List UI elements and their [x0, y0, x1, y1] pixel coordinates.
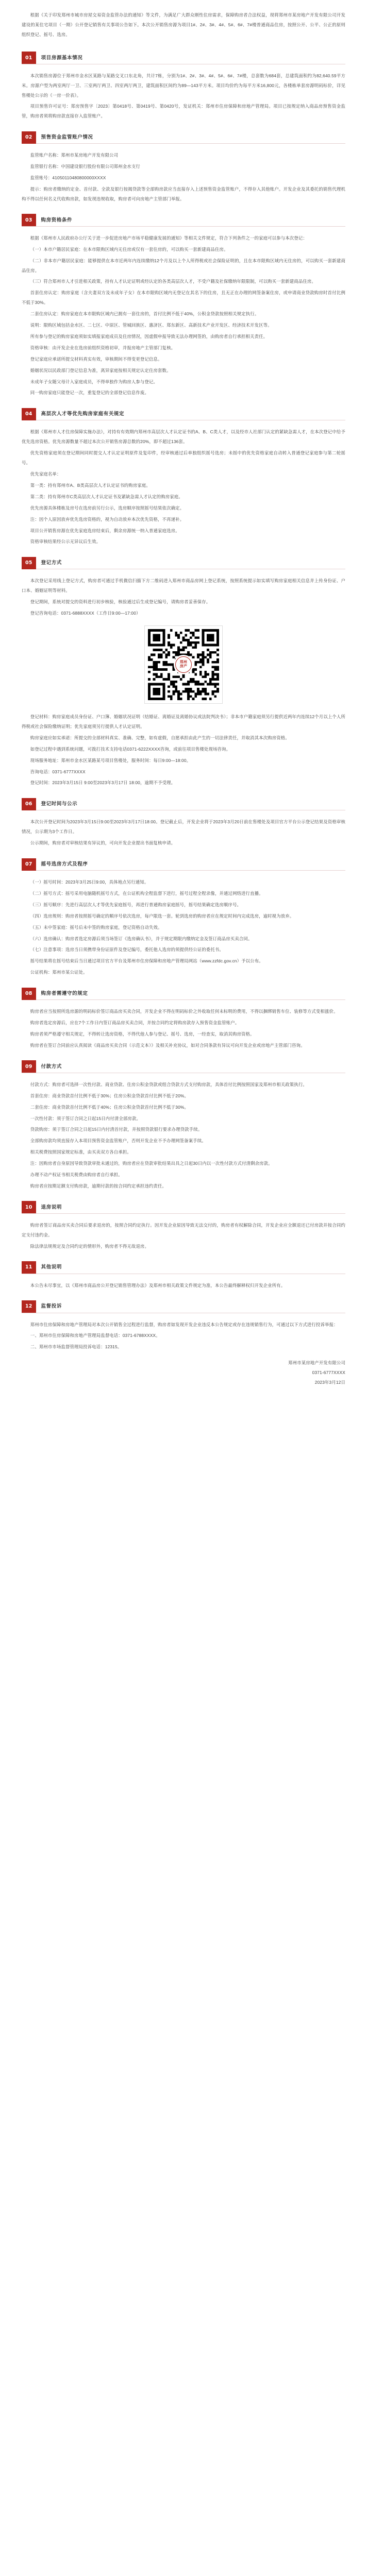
section-paragraph: 咨询电话：0371-6777XXXX — [30, 769, 86, 774]
section-header — [22, 1262, 345, 1274]
section-12 — [22, 1301, 345, 1352]
section-paragraph: 公证机构：郑州市某公证处。 — [30, 970, 88, 975]
section-paragraph: 资格审核结果经公示无异议后生效。 — [30, 539, 101, 545]
section-title: 购房者需遵守的规定 — [41, 991, 88, 996]
section-paragraph: 所有参与登记的购房家庭须如实填报家庭成员及住房情况，因虚假申报导致无法办理网签的，由购房者自行承担相关责任。 — [30, 333, 268, 339]
section-paragraph: 优先房源具体楼栋及房号在选房前另行公示，选房顺序按照摇号结果依次确定。 — [30, 505, 185, 511]
section-paragraph: 监管账号：41050110480800000XXXX — [30, 175, 106, 181]
section-paragraph: 全部购房款均须直接存入本项目预售资金监管账户，否则开发企业不予办理网签备案手续。 — [30, 1138, 206, 1144]
section-paragraph: 摇号结果将在摇号结束后当日通过项目官方平台及郑州市住房保障和房地产管理局网站（www.zzfdc.gov.cn）予以公布。 — [30, 958, 263, 964]
section-paragraph: 资格审核：由开发企业在选房前组织资格初审，并报房地产主管部门复核。 — [30, 345, 176, 350]
section-header — [22, 1301, 345, 1313]
section-header — [22, 214, 345, 227]
section-paragraph: （二）非本市户籍居民家庭：能够提供在本市近两年内连续缴纳12个月及以上个人所得税或社会保险证明的，且在本市限购区域内无住房的，可以购买一套新建商品住房。 — [22, 258, 345, 273]
section-paragraph: （五）未中签家庭：摇号后未中签的购房家庭，登记资格自动失效。 — [30, 924, 162, 930]
section-header — [22, 858, 345, 871]
section-paragraph: 注：因购房者自身原因导致贷款审批未通过的，购房者应在贷款审批结果出具之日起30日内以一次性付款方式付清剩余房款。 — [30, 1161, 273, 1166]
section-paragraph: 购房者签订商品房买卖合同后要求退房的，按照合同约定执行。因开发企业原因导致无法交付的，购房者有权解除合同，开发企业应全额退还已付房款并按合同约定支付违约金。 — [22, 1222, 345, 1238]
section-paragraph: 项目预售许可证号：郑房预售字〔2023〕第0418号、第0419号、第0420号，发证机关：郑州市住房保障和房地产管理局。项目已按规定纳入商品房预售资金监管，购房者须将购房款直接存入监管账户。 — [22, 104, 345, 119]
section-11 — [22, 1262, 345, 1291]
section-paragraph: 监管账户名称：郑州市某房地产开发有限公司 — [30, 152, 119, 158]
section-paragraph: 提示：购房者缴纳的定金、首付款、全款及银行按揭贷款等全部购房款应当直接存入上述预售资金监管账户，不得存入其他账户。开发企业及其委托的销售代理机构不得以任何名义代收购房款，如发现违规收取，购房者可向房地产主管部门举报。 — [22, 186, 345, 201]
section-paragraph: 购房者须严格遵守相关规定，不得转让选房资格，不得代他人参与登记、摇号、选房，一经查实，取消其购房资格。 — [30, 1031, 255, 1037]
section-header — [22, 798, 345, 810]
section-paragraph: 首套住房：商业贷款首付比例不低于30%；住房公积金贷款首付比例不低于20%。 — [30, 1093, 189, 1098]
qr-logo-top-text: 郑州 — [179, 660, 188, 665]
section-paragraph: 如登记过程中遇到系统问题，可拨打技术支持电话0371-6222XXXX咨询，或前往项目售楼处现场咨询。 — [30, 746, 231, 752]
section-paragraph: 一、郑州市住房保障和房地产管理局监督电话：0371-6788XXXX。 — [30, 1333, 160, 1338]
section-number-badge: 04 — [22, 408, 36, 420]
section-paragraph: 优先家庭名单： — [30, 471, 61, 477]
section-05 — [22, 557, 345, 788]
section-title: 项目房源基本情况 — [41, 55, 83, 61]
section-number-badge: 01 — [22, 52, 36, 64]
section-paragraph: 现场服务地址：郑州市金水区某路某号项目售楼处，服务时间：每日9:00—18:00。 — [30, 757, 191, 763]
section-paragraph: （七）注意事项：选房当日须携带身份证原件及登记编号，委托他人选房的须提供经公证的委托书。 — [30, 947, 224, 953]
section-paragraph: 登记时间：2023年3月15日 9:00至2023年3月17日 18:00，逾期不予受理。 — [30, 780, 176, 786]
registration-qr-code[interactable] — [144, 625, 223, 704]
signature-company: 郑州市某房地产开发有限公司 — [288, 1360, 345, 1366]
section-paragraph: 同一购房家庭只能登记一次，重复登记的全部登记信息作废。 — [30, 390, 149, 396]
section-header — [22, 988, 345, 1000]
section-number-badge: 05 — [22, 557, 36, 569]
section-title: 登记时间与公示 — [41, 801, 78, 807]
section-03 — [22, 214, 345, 398]
section-paragraph: 登记家庭应承诺所提交材料真实有效，审核期间不得变更登记信息。 — [30, 356, 162, 362]
section-paragraph: （四）选房规则：购房者按照摇号确定的顺序号依次选房，每户限选一套。轮到选房的购房者应在规定时间内完成选房，逾时视为放弃。 — [30, 913, 294, 919]
section-paragraph: （一）本市户籍居民家庭：在本市限购区域内无住房或仅有一套住房的，可以购买一套新建商品住房。 — [30, 246, 228, 252]
section-header — [22, 1201, 345, 1214]
section-paragraph: 除法律法规规定及合同约定的情形外，购房者不得无故退房。 — [30, 1243, 149, 1249]
section-07 — [22, 858, 345, 977]
section-title: 高层次人才等优先购房家庭有关规定 — [41, 411, 125, 417]
qr-logo-emblem — [175, 656, 192, 673]
section-number-badge: 08 — [22, 988, 36, 1000]
section-paragraph: （三）符合郑州市人才引进相关政策，持有人才认定证明或经认定的各类高层次人才，不受户籍及社保缴纳年限限制，可以购买一套新建商品住房。 — [30, 279, 316, 284]
section-number-badge: 10 — [22, 1201, 36, 1213]
section-title: 购房资格条件 — [41, 217, 73, 223]
section-header — [22, 52, 345, 64]
section-paragraph: 婚姻状况以民政部门登记信息为准，离异家庭按相关规定认定住房套数。 — [30, 367, 171, 373]
section-title: 其他说明 — [41, 1264, 62, 1270]
section-number-badge: 07 — [22, 858, 36, 871]
section-paragraph: 公示期间，购房者对审核结果有异议的，可向开发企业提出书面复核申请。 — [30, 840, 176, 846]
section-paragraph: 首套住房认定：购房家庭（含夫妻双方及未成年子女）在本市限购区域内无登记在其名下的住房，且无正在办理的网签备案住房，或申请商业贷款购房时首付比例不低于30%。 — [22, 290, 345, 306]
qr-center-logo — [174, 655, 193, 674]
section-paragraph: 办理不动产权证书相关税费由购房者自行承担。 — [30, 1172, 123, 1178]
qr-logo-bottom-text: 房产 — [179, 664, 188, 668]
section-paragraph: 付款方式：购房者可选择一次性付款、商业贷款、住房公积金贷款或组合贷款方式支付购房款，具体首付比例按照国家及郑州市相关政策执行。 — [30, 1081, 307, 1087]
section-number-badge: 12 — [22, 1300, 36, 1313]
section-header — [22, 131, 345, 144]
section-paragraph: （二）摇号方式：摇号采用电脑随机摇号方式，在公证机构全程监督下进行，摇号过程全程录像，并通过网络进行直播。 — [30, 890, 263, 896]
section-paragraph: 说明：限购区域包括金水区、二七区、中原区、管城回族区、惠济区、郑东新区、高新技术产业开发区、经济技术开发区等。 — [30, 323, 272, 328]
section-paragraph: 本次销售房源位于郑州市金水区某路与某路交叉口东北角，共计7栋，分别为1#、2#、3#、4#、5#、6#、7#楼，总套数为684套，总建筑面积约为82,640.59平方米。房源户型为两室两厅一卫、三室两厅两卫、四室两厅两卫，建筑面积区间约为89—143平方米。项目均价约为每平方米16,800元，各楼栋单套房源明码标价，详见售楼处公示的《一房一价表》。 — [22, 73, 345, 98]
section-paragraph: 二套住房认定：购房家庭在本市限购区域内已拥有一套住房的，首付比例不低于40%，公积金贷款按照相关规定执行。 — [30, 311, 259, 317]
section-09 — [22, 1061, 345, 1191]
section-paragraph: 购房者应按期足额支付购房款，逾期付款的按合同约定承担违约责任。 — [30, 1183, 167, 1189]
section-number-badge: 03 — [22, 214, 36, 226]
section-paragraph: （三）摇号顺序：先进行高层次人才等优先家庭摇号，再进行普通购房家庭摇号，摇号结果确定选房顺序号。 — [30, 902, 241, 907]
section-number-badge: 02 — [22, 131, 36, 144]
section-paragraph: 登记咨询电话：0371-6888XXXX（工作日9:00—17:00） — [30, 611, 141, 616]
section-paragraph: 贷款购房：须于签订合同之日起15日内付清首付款，并按照贷款银行要求办理贷款手续。 — [30, 1127, 203, 1132]
section-paragraph: 购房者在签订合同前应认真阅读《商品房买卖合同（示范文本）》及相关补充协议，如对合同条款有异议可向开发企业或房地产主管部门咨询。 — [30, 1042, 305, 1048]
section-04 — [22, 408, 345, 547]
section-paragraph: 未成年子女随父母计入家庭成员，不得单独作为购房人参与登记。 — [30, 379, 158, 384]
section-header — [22, 1061, 345, 1073]
section-paragraph: 本次公开登记时间为2023年3月15日9:00至2023年3月17日18:00。登记截止后，开发企业将于2023年3月20日前在售楼处及项目官方平台公示登记结果及资格审核情况，公示期为3个工作日。 — [22, 819, 345, 835]
section-paragraph: 根据《郑州市人民政府办公厅关于进一步促进房地产市场平稳健康发展的通知》等相关文件规定，符合下列条件之一的家庭可以参与本次登记： — [30, 235, 307, 241]
section-paragraph: 相关税费按照国家规定标准，由买卖双方各自承担。 — [30, 1149, 131, 1155]
section-paragraph: 二、郑州市市场监督管理局投诉电话：12315。 — [30, 1344, 122, 1350]
signature-block — [22, 1358, 345, 1387]
section-02 — [22, 131, 345, 204]
section-title: 付款方式 — [41, 1063, 62, 1070]
section-paragraph: 购房家庭应如实承诺：所提交的全部材料真实、准确、完整，如有虚假，自愿承担由此产生的一切法律责任，并取消其本次购房资格。 — [30, 735, 290, 740]
section-paragraph: 本次登记采用线上登记方式，购房者可通过手机微信扫描下方二维码进入郑州市商品房网上登记系统，按照系统提示如实填写购房家庭相关信息并上传身份证、户口本、婚姻证明等材料。 — [22, 578, 345, 594]
section-paragraph: 购房者选定房源后，应在7个工作日内签订商品房买卖合同，并按合同约定将购房款存入预售资金监管账户。 — [30, 1020, 240, 1026]
section-paragraph: （一）摇号时间：2023年3月25日9:00，具体地点另行通知。 — [30, 879, 149, 885]
section-title: 退房说明 — [41, 1204, 62, 1210]
section-title: 监督投诉 — [41, 1303, 62, 1310]
section-paragraph: 优先资格家庭须在登记期间同时提交人才认定证明原件及复印件，经审核通过后单独组织摇号选房；未摇中的优先资格家庭自动转入普通登记家庭参与第二轮摇号。 — [22, 450, 345, 466]
section-title: 预售资金监管账户情况 — [41, 134, 93, 141]
section-paragraph: （六）选房确认：购房者选定房源后须当场签订《选房确认书》，并于规定期限内缴纳定金及签订商品房买卖合同。 — [30, 936, 253, 941]
section-paragraph: 本公告未尽事宜，以《郑州市商品房公开登记销售管理办法》及郑州市相关政策文件规定为准，本公告最终解释权归开发企业所有。 — [30, 1282, 286, 1288]
sections-container — [22, 52, 345, 1352]
qr-code-wrapper — [22, 625, 345, 704]
section-paragraph: 监管银行名称：中国建设银行股份有限公司郑州金水支行 — [30, 164, 140, 170]
section-paragraph: 郑州市住房保障和房地产管理局对本次公开销售全过程进行监督，购房者如发现开发企业违反本公告规定或存在违规销售行为，可通过以下方式进行投诉举报： — [30, 1321, 338, 1327]
section-number-badge: 11 — [22, 1261, 36, 1274]
section-paragraph: 购房者应当按照所选房源的明码标价签订商品房买卖合同，开发企业不得在明码标价之外收取任何未标明的费用，不得以捆绑销售车位、装修等方式变相涨价。 — [30, 1009, 338, 1014]
section-header — [22, 557, 345, 569]
section-paragraph: 项目公开销售房源在优先家庭选房结束后，剩余房源统一纳入普通家庭选房。 — [30, 528, 180, 533]
section-title: 登记方式 — [41, 560, 62, 566]
section-08 — [22, 988, 345, 1050]
section-paragraph: 二套住房：商业贷款首付比例不低于40%；住房公积金贷款首付比例不低于30%。 — [30, 1104, 189, 1110]
signature-phone: 0371-6777XXXX — [312, 1370, 345, 1376]
section-paragraph: 注：因个人原因放弃优先选房资格的，视为自动放弃本次优先资格，不再递补。 — [30, 516, 185, 522]
section-paragraph: 根据《郑州市人才住房保障实施办法》，对持有有效期内郑州市高层次人才认定证书的A、B、C类人才，以及经市人社部门认定的紧缺急需人才，在本次登记中给予优先选房资格。优先房源数量不超过本次公开销售房源总数的20%，即不超过136套。 — [22, 429, 345, 445]
section-number-badge: 09 — [22, 1060, 36, 1073]
section-paragraph: 登记材料：购房家庭成员身份证、户口簿、婚姻状况证明（结婚证、离婚证及离婚协议或法院判决书）；非本市户籍家庭须另行提供近两年内连续12个月以上个人所得税或社会保险缴纳证明；优先家庭须另行提供人才认定证明。 — [22, 714, 345, 729]
signature-date: 2023年3月12日 — [314, 1380, 345, 1385]
section-title: 摇号选房方式及程序 — [41, 861, 88, 867]
section-paragraph: 一次性付款：须于签订合同之日起15日内付清全部房款。 — [30, 1115, 141, 1121]
section-paragraph: 第二类：持有郑州市C类高层次人才认定证书及紧缺急需人才认定的购房家庭。 — [30, 494, 183, 499]
section-header — [22, 408, 345, 420]
section-paragraph: 第一类：持有郑州市A、B类高层次人才认定证书的购房家庭。 — [30, 482, 151, 488]
section-10 — [22, 1201, 345, 1251]
section-paragraph: 登记期间，系统对提交的资料进行初步核验，核验通过后生成登记编号，请购房者妥善保存。 — [30, 599, 211, 605]
intro-paragraph: 根据《关于印发郑州市城市房屋交易资金监管办法的通知》等文件，为满足广大群众刚性住房需求，保障购房者合法权益，现将郑州市某房地产开发有限公司开发建设的某住宅项目（一期）公开登记销售有关事项公告如下。本次公开销售房源为项目1#、2#、3#、4#、5#、6#、7#楼普通商品住房，按照公开、公平、公正的原则组织登记、摇号、选房。 — [22, 12, 345, 37]
section-01 — [22, 52, 345, 122]
section-06 — [22, 798, 345, 848]
section-number-badge: 06 — [22, 798, 36, 810]
